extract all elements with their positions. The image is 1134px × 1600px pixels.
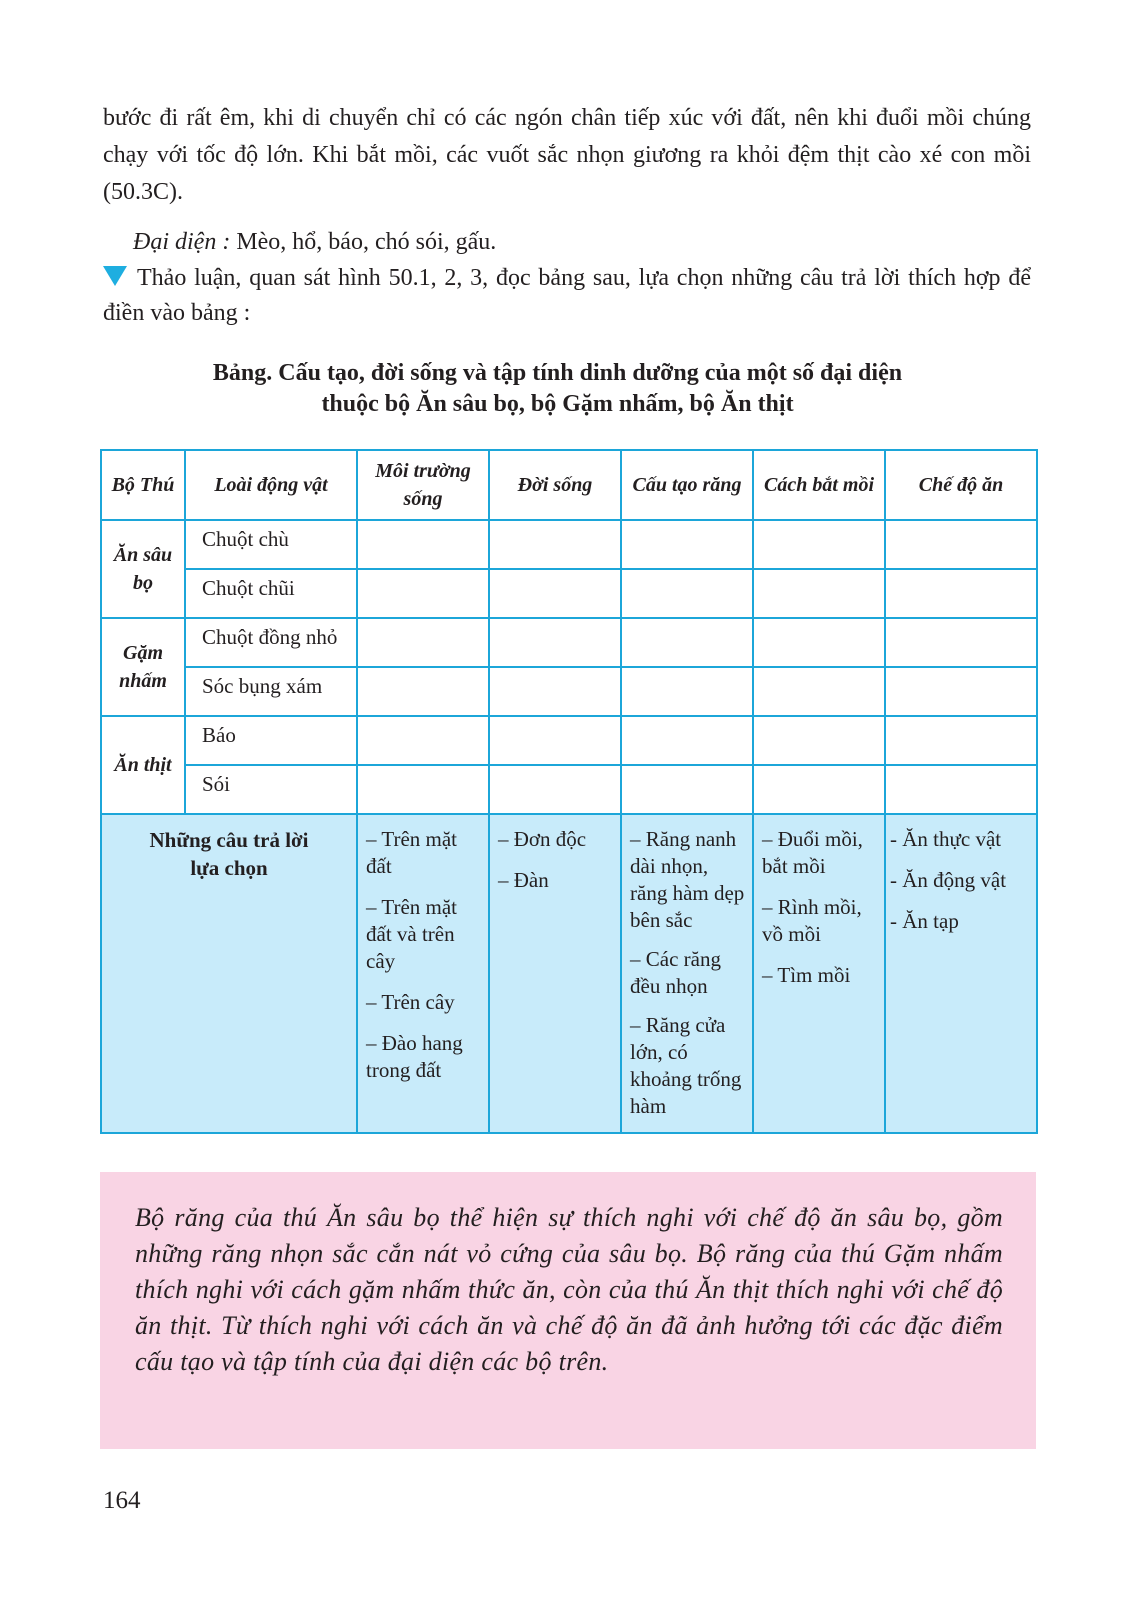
answer-option: – Rình mồi, vồ mồi — [762, 895, 862, 946]
answer-option: - Ăn tạp — [890, 909, 959, 933]
empty-cell[interactable] — [357, 618, 489, 667]
empty-cell[interactable] — [753, 667, 885, 716]
header-hunting: Cách bắt mồi — [753, 450, 885, 520]
answer-option: – Đuổi mồi, bắt mồi — [762, 827, 863, 878]
empty-cell[interactable] — [357, 765, 489, 814]
answers-teeth — [621, 814, 753, 1133]
header-habitat: Môi trường sống — [357, 450, 489, 520]
answers-label-text: Những câu trả lời lựa chọn — [149, 828, 309, 880]
representatives-paragraph — [103, 224, 1031, 261]
answer-option: – Đào hang trong đất — [366, 1031, 463, 1082]
answer-option: – Răng cửa lớn, có khoảng trống hàm — [630, 1013, 742, 1118]
empty-cell[interactable] — [885, 569, 1037, 618]
empty-cell[interactable] — [621, 716, 753, 765]
animal-cell: Chuột chù — [185, 520, 357, 569]
empty-cell[interactable] — [357, 569, 489, 618]
animal-cell: Chuột đồng nhỏ — [185, 618, 357, 667]
answer-option: – Đơn độc — [498, 827, 587, 851]
empty-cell[interactable] — [885, 520, 1037, 569]
animal-cell: Báo — [185, 716, 357, 765]
body-paragraph: bước đi rất êm, khi di chuyển chỉ có các ngón chân tiếp xúc với đất, nên khi đuổi mồi chúng chạy với tốc độ lớn. Khi bắt mồi, các vuốt sắc nhọn giương ra khỏi đệm thịt cào xé con mồi (50.3C). — [103, 105, 1031, 205]
answer-option: – Trên mặt đất và trên cây — [366, 895, 458, 973]
empty-cell[interactable] — [621, 765, 753, 814]
empty-cell[interactable] — [489, 569, 621, 618]
empty-cell[interactable] — [885, 618, 1037, 667]
empty-cell[interactable] — [885, 716, 1037, 765]
answers-lifestyle — [489, 814, 621, 1133]
answer-option: – Các răng đều nhọn — [630, 947, 721, 998]
empty-cell[interactable] — [885, 667, 1037, 716]
table-header-row — [101, 450, 1037, 520]
table-row — [101, 667, 1037, 716]
empty-cell[interactable] — [753, 569, 885, 618]
answers-row — [101, 814, 1037, 1133]
table-row — [101, 765, 1037, 814]
answers-label — [101, 814, 357, 1133]
empty-cell[interactable] — [357, 520, 489, 569]
header-order: Bộ Thú — [101, 450, 185, 520]
task-text: Thảo luận, quan sát hình 50.1, 2, 3, đọc bảng sau, lựa chọn những câu trả lời thích hợp để điền vào bảng : — [103, 265, 1031, 326]
empty-cell[interactable] — [489, 667, 621, 716]
group-carnivora: Ăn thịt — [101, 716, 185, 814]
representatives-text: Mèo, hổ, báo, chó sói, gấu. — [230, 229, 497, 255]
empty-cell[interactable] — [621, 569, 753, 618]
empty-cell[interactable] — [621, 520, 753, 569]
table-row — [101, 618, 1037, 667]
triangle-bullet-icon — [103, 266, 127, 286]
group-rodentia: Gặm nhấm — [101, 618, 185, 716]
animal-cell: Sóc bụng xám — [185, 667, 357, 716]
empty-cell[interactable] — [753, 520, 885, 569]
table-row — [101, 716, 1037, 765]
header-teeth: Cấu tạo răng — [621, 450, 753, 520]
empty-cell[interactable] — [753, 618, 885, 667]
group-insectivora: Ăn sâu bọ — [101, 520, 185, 618]
empty-cell[interactable] — [489, 765, 621, 814]
empty-cell[interactable] — [489, 618, 621, 667]
answers-hunting — [753, 814, 885, 1133]
caption-line-1: Bảng. Cấu tạo, đời sống và tập tính dinh dưỡng của một số đại diện — [212, 360, 903, 386]
answer-option: – Răng nanh dài nhọn, răng hàm dẹp bên sắc — [630, 827, 745, 932]
answers-diet — [885, 814, 1037, 1133]
task-paragraph — [103, 261, 1031, 331]
representatives-label: Đại diện : — [133, 229, 231, 255]
answer-option: – Trên mặt đất — [366, 827, 458, 878]
header-diet: Chế độ ăn — [885, 450, 1037, 520]
answer-option: – Trên cây — [366, 990, 455, 1014]
header-lifestyle: Đời sống — [489, 450, 621, 520]
answer-option: - Ăn động vật — [890, 868, 1007, 892]
answer-option: – Tìm mồi — [762, 963, 851, 987]
empty-cell[interactable] — [489, 520, 621, 569]
table-caption — [100, 358, 1015, 420]
empty-cell[interactable] — [885, 765, 1037, 814]
empty-cell[interactable] — [357, 667, 489, 716]
summary-note-text: Bộ răng của thú Ăn sâu bọ thể hiện sự thích nghi với chế độ ăn sâu bọ, gồm những răng nhọn sắc cắn nát vỏ cứng của sâu bọ. Bộ răng của thú Gặm nhấm thích nghi với cách gặm nhấm thức ăn, còn của thú Ăn thịt thích nghi với chế độ ăn thịt. Từ thích nghi với cách ăn và chế độ ăn đã ảnh hưởng tới các đặc điểm cấu tạo và tập tính của đại diện các bộ trên. — [135, 1203, 1003, 1376]
comparison-table — [100, 449, 1038, 1134]
empty-cell[interactable] — [621, 618, 753, 667]
empty-cell[interactable] — [753, 765, 885, 814]
empty-cell[interactable] — [621, 667, 753, 716]
answer-option: – Đàn — [498, 868, 549, 892]
table-row — [101, 520, 1037, 569]
page-number: 164 — [103, 1487, 141, 1514]
header-animal: Loài động vật — [185, 450, 357, 520]
animal-cell: Chuột chũi — [185, 569, 357, 618]
caption-line-2: thuộc bộ Ăn sâu bọ, bộ Gặm nhấm, bộ Ăn thịt — [321, 391, 794, 417]
answer-option: - Ăn thực vật — [890, 827, 1002, 851]
answers-habitat — [357, 814, 489, 1133]
empty-cell[interactable] — [357, 716, 489, 765]
empty-cell[interactable] — [753, 716, 885, 765]
animal-cell: Sói — [185, 765, 357, 814]
summary-note-box — [100, 1172, 1036, 1449]
empty-cell[interactable] — [489, 716, 621, 765]
table-row — [101, 569, 1037, 618]
